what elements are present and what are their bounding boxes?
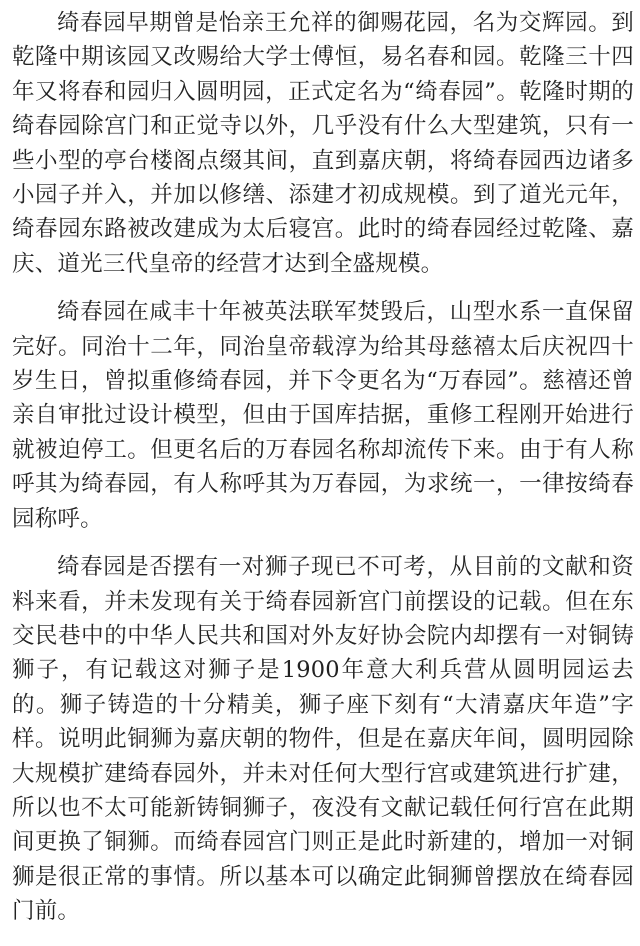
- paragraph-renaming: 绮春园在咸丰十年被英法联军焚毁后，山型水系一直保留完好。同治十二年，同治皇帝载淳为给其母慈禧太后庆祝四十岁生日，曾拟重修绮春园，并下令更名为“万春园”。慈禧还曾亲自审批过设计模型，但由于国库拮据，重修工程刚开始进行就被迫停工。但更名后的万春园名称却流传下来。由于有人称呼其为绮春园，有人称呼其为万春园，为求统一，一律按绮春园称呼。: [12, 299, 634, 532]
- paragraph-bronze-lions: 绮春园是否摆有一对狮子现已不可考，从目前的文献和资料来看，并未发现有关于绮春园新宫门前摆设的记载。但在东交民巷中的中华人民共和国对外友好协会院内却摆有一对铜铸狮子，有记载这对狮子是1900年意大利兵营从圆明园运去的。狮子铸造的十分精美，狮子座下刻有“大清嘉庆年造”字样。说明此铜狮为嘉庆朝的物件，但是在嘉庆年间，圆明园除大规模扩建绮春园外，并未对任何大型行宫或建筑进行扩建，所以也不太可能新铸铜狮子，夜没有文献记载任何行宫在此期间更换了铜狮。而绮春园宫门则正是此时新建的，增加一对铜狮是很正常的事情。所以基本可以确定此铜狮曾摆放在绮春园门前。: [12, 554, 634, 925]
- paragraph-history: 绮春园早期曾是怡亲王允祥的御赐花园，名为交辉园。到乾隆中期该园又改赐给大学士傅恒，易名春和园。乾隆三十四年又将春和园归入圆明园，正式定名为“绮春园”。乾隆时期的绮春园除宫门和正觉寺以外，几乎没有什么大型建筑，只有一些小型的亭台楼阁点缀其间，直到嘉庆朝，将绮春园西边诸多小园子并入，并加以修缮、添建才初成规模。到了道光元年，绮春园东路被改建成为太后寝宫。此时的绮春园经过乾隆、嘉庆、道光三代皇帝的经营才达到全盛规模。: [12, 10, 634, 277]
